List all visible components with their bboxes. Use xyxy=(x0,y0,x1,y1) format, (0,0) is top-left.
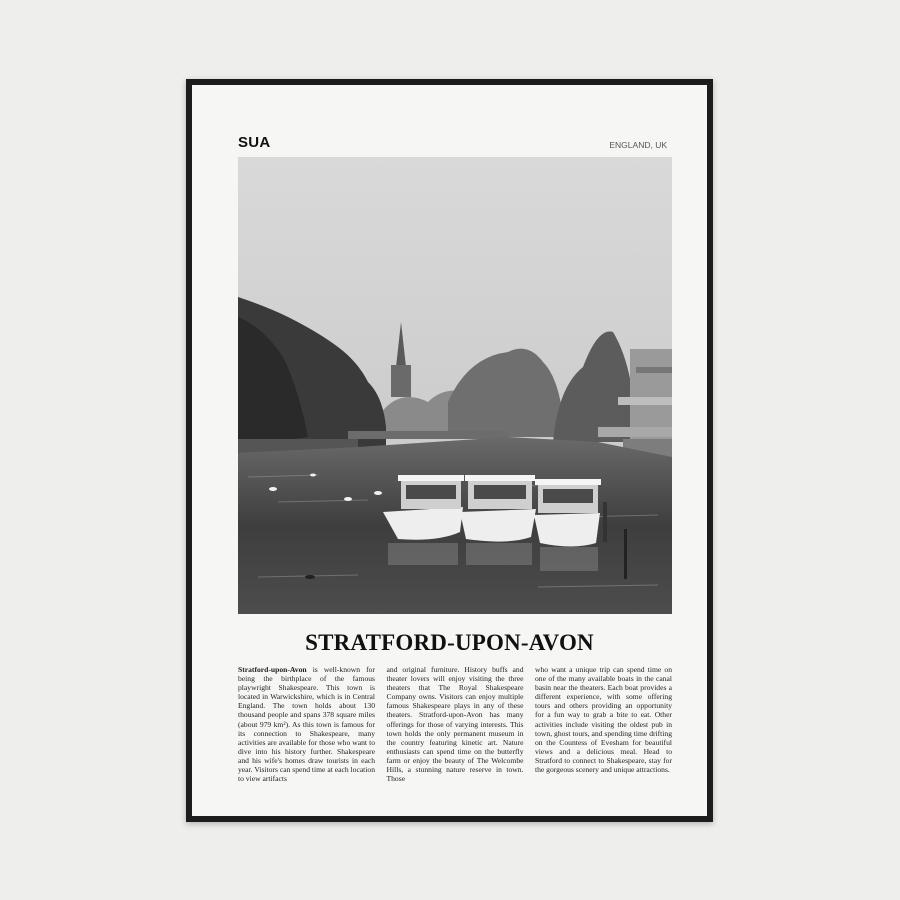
far-bank xyxy=(348,431,508,439)
river-photo xyxy=(238,157,672,614)
tour-boats xyxy=(383,475,627,579)
description-column-1 xyxy=(238,665,375,783)
boat-3 xyxy=(534,479,601,547)
column-2-text: and original furniture. History buffs and theater lovers will enjoy visiting the three theaters that The Royal Shakespeare Company owns. Visitors can enjoy multiple famous Shakespeare plays in any of these theaters. Stratford-upon-Avon has many offerings for those of varying interests. This town holds the only permanent museum in the country featuring kinetic art. Nature enthusiasts can spend time on the butterfly farm or enjoy the beauty of The Welcombe Hills, a stunning nature reserve in town. Those xyxy=(386,665,524,784)
country-label: ENGLAND, UK xyxy=(609,140,667,150)
duck xyxy=(305,575,315,579)
column-1-text: is well-known for being the birthplace of the famous playwright Shakespeare. This town is located in Warwickshire, which is in Central England. The town holds about 130 thousand people and spans 378 square miles (about 979 km²). As this town is famous for its connection to Shakespeare, many activities are available for those who want to dive into his history further. Shakespeare and his wife's homes draw tourists in each year. Visitors can spend time at each location to view artifacts xyxy=(238,665,375,784)
river-scene-svg xyxy=(238,157,672,614)
poster-mat xyxy=(192,85,707,816)
boat-2 xyxy=(460,475,536,542)
poster-title: STRATFORD-UPON-AVON xyxy=(305,630,594,655)
lead-town-name: Stratford-upon-Avon xyxy=(238,665,307,674)
poster-frame xyxy=(186,79,713,822)
column-3-text: who want a unique trip can spend time on one of the many available boats in the canal basin near the theaters. Each boat provides a different experience, with some offering tours and others providing an opportunity for a fun way to grab a bite to eat. Other activities include visiting the oldest pub in town, ghost tours, and spending time drifting on the Countess of Evesham for beautiful views and a delicious meal. Head to Stratford to connect to Shakespeare, stay for the gorgeous scenery and unique attractions. xyxy=(535,665,672,775)
description-columns xyxy=(238,665,672,783)
description-column-3 xyxy=(535,665,672,783)
location-code: SUA xyxy=(238,134,271,151)
description-column-2 xyxy=(387,665,524,783)
